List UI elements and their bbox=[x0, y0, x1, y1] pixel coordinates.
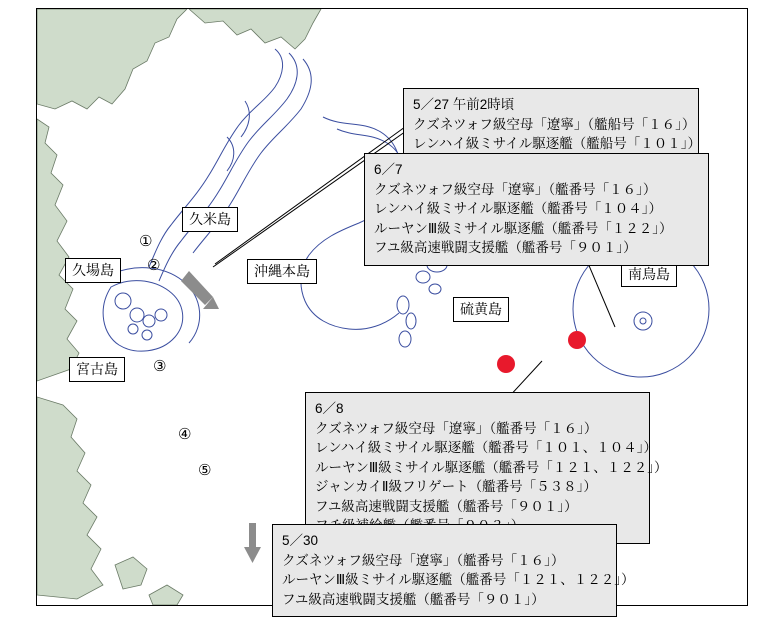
callout-jun8-line-3: レンハイ級ミサイル駆逐艦（艦番号「１０１、１０４」） bbox=[315, 440, 658, 456]
callout-jun7-line-1: 6／7 bbox=[374, 162, 403, 177]
callout-jun8-line-1: 6／8 bbox=[315, 401, 344, 416]
map-marker-2: ② bbox=[147, 257, 161, 274]
red-dot-east bbox=[568, 331, 586, 349]
map-marker-5: ⑤ bbox=[198, 462, 212, 479]
callout-jun7-line-5: フユ級高速戦闘支援艦（艦番号「９０１」） bbox=[374, 240, 637, 256]
callout-may27 bbox=[403, 88, 702, 162]
callout-jun7 bbox=[364, 153, 709, 266]
callout-jun7-line-4: ルーヤンⅢ級ミサイル駆逐艦（艦番号「１２２」） bbox=[374, 220, 673, 236]
callout-jun7-line-2: クズネツォフ級空母「遼寧」（艦番号「１６」） bbox=[374, 181, 657, 197]
red-dot-west bbox=[497, 355, 515, 373]
callout-jun8-line-6: フユ級高速戦闘支援艦（艦番号「９０１」） bbox=[315, 498, 578, 514]
map-marker-1: ① bbox=[139, 233, 153, 250]
place-label-kubajima: 久場島 bbox=[65, 258, 121, 283]
place-label-iwojima: 硫黄島 bbox=[453, 297, 509, 322]
map-marker-4: ④ bbox=[178, 426, 192, 443]
place-label-okinawa-honto: 沖縄本島 bbox=[247, 259, 317, 284]
callout-may30-line-2: クズネツォフ級空母「遼寧」（艦番号「１６」） bbox=[282, 552, 565, 568]
callout-jun7-line-3: レンハイ級ミサイル駆逐艦（艦番号「１０４」） bbox=[374, 201, 663, 217]
callout-may30-line-1: 5／30 bbox=[282, 533, 319, 548]
callout-jun8-line-4: ルーヤンⅢ級ミサイル駆逐艦（艦番号「１２１、１２２」） bbox=[315, 459, 668, 475]
callout-may30-line-4: フユ級高速戦闘支援艦（艦番号「９０１」） bbox=[282, 591, 545, 607]
callout-may27-line-2: クズネツォフ級空母「遼寧」（艦船号「１６」） bbox=[413, 116, 696, 132]
callout-may30-line-3: ルーヤンⅢ級ミサイル駆逐艦（艦番号「１２１、１２２」） bbox=[282, 572, 635, 588]
callout-jun8-line-5: ジャンカイⅡ級フリゲート（艦番号「５３８」） bbox=[315, 479, 597, 495]
place-label-miyakojima: 宮古島 bbox=[69, 357, 125, 382]
callout-may27-line-3: レンハイ級ミサイル駆逐艦（艦船号「１０１」） bbox=[413, 136, 702, 152]
map-marker-3: ③ bbox=[153, 358, 167, 375]
place-label-kumejima: 久米島 bbox=[182, 207, 238, 232]
callout-may27-line-1: 5／27 午前2時頃 bbox=[413, 97, 515, 112]
place-label-minamitorishima: 南鳥島 bbox=[621, 262, 677, 287]
callout-jun8-line-2: クズネツォフ級空母「遼寧」（艦番号「１６」） bbox=[315, 420, 598, 436]
callout-jun8 bbox=[305, 392, 668, 544]
callout-may30 bbox=[272, 524, 635, 617]
